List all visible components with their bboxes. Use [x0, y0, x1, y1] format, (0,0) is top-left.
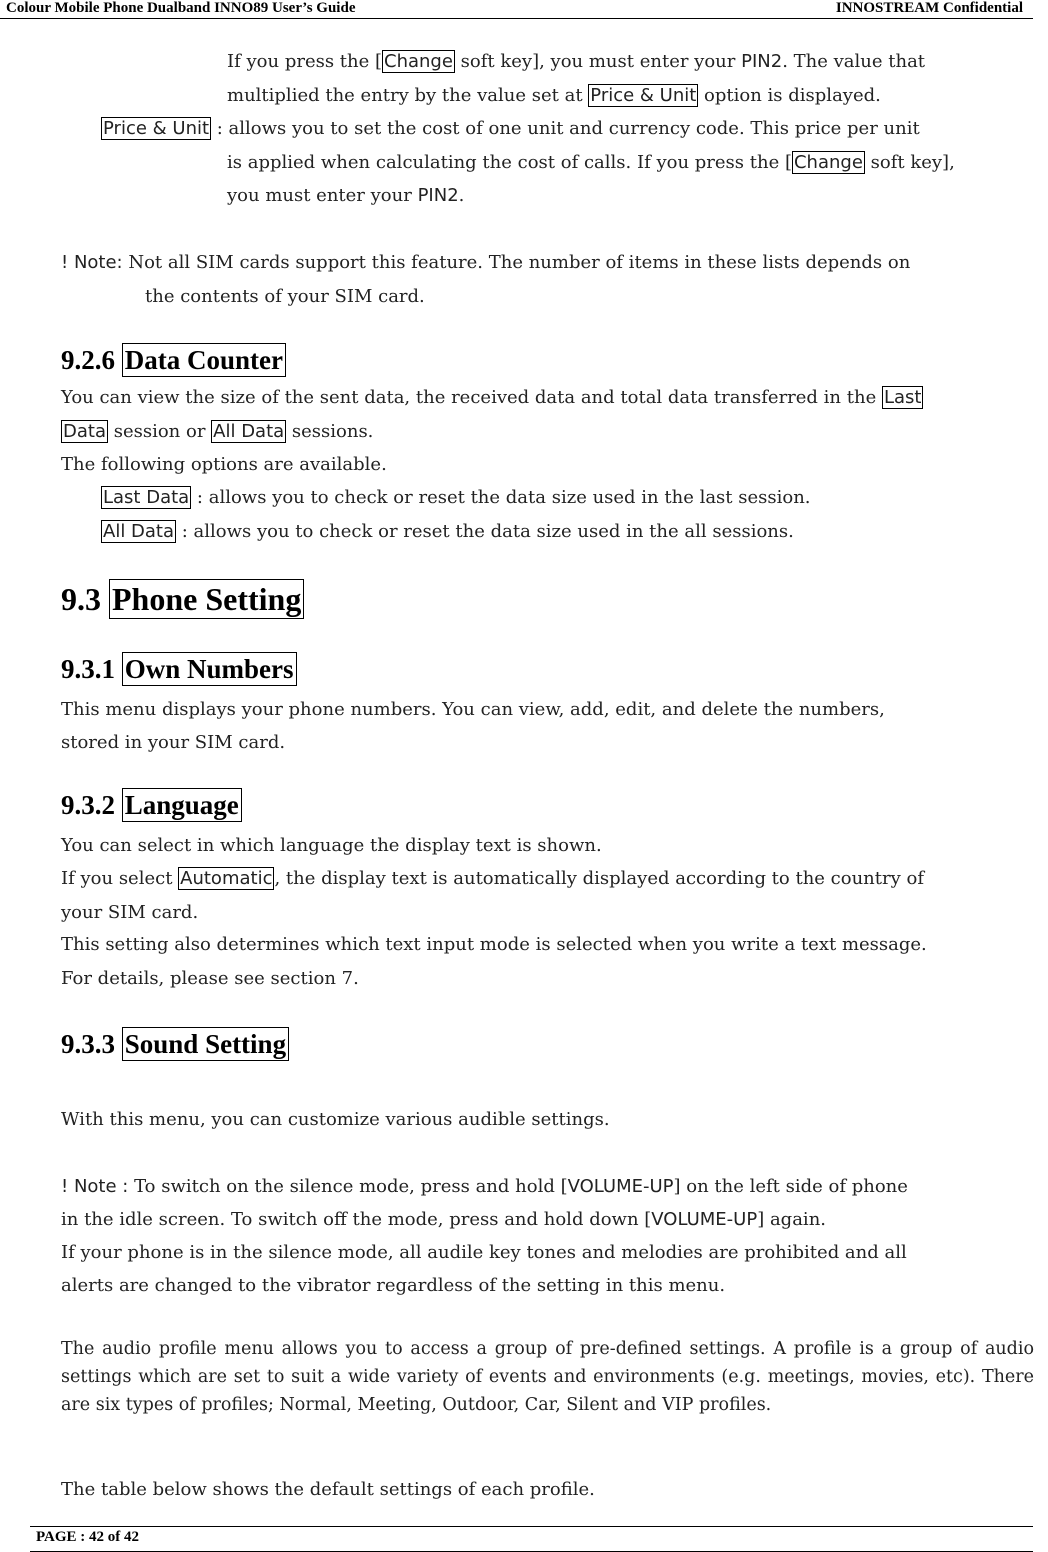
heading-sound-setting: 9.3.3 Sound Setting [61, 1029, 289, 1060]
change-line-2: multiplied the entry by the value set at Price & Unit option is displayed. [227, 85, 881, 106]
silence-note-3: If your phone is in the silence mode, all audile key tones and melodies are prohibited and all [61, 1242, 907, 1263]
silence-note-2: in the idle screen. To switch off the mode, press and hold down [VOLUME-UP] again. [61, 1209, 827, 1230]
volume-up-key: VOLUME-UP [567, 1176, 674, 1197]
language-p5: For details, please see section 7. [61, 968, 359, 989]
language-p2: If you select Automatic , the display text is automatically displayed according to the country of [61, 868, 925, 889]
silence-note-label: ! Note : [61, 1176, 129, 1197]
heading-language: 9.3.2 Language [61, 790, 242, 821]
own-numbers-p2: stored in your SIM card. [61, 732, 286, 753]
last-data-term-a: Last [883, 387, 922, 408]
all-data-item: All Data : allows you to check or reset the data size used in the all sessions. [103, 521, 794, 542]
all-data-label: All Data [103, 521, 175, 542]
own-numbers-p1: This menu displays your phone numbers. You can view, add, edit, and delete the numbers, [61, 699, 885, 720]
heading-phone-setting: 9.3 Phone Setting [61, 581, 304, 618]
note-sim-line-2: the contents of your SIM card. [145, 286, 425, 307]
price-unit-item: Price & Unit : allows you to set the cost of one unit and currency code. This price per unit [103, 118, 920, 139]
sound-setting-intro: With this menu, you can customize various audible settings. [61, 1109, 610, 1130]
page-footer [30, 1526, 1033, 1552]
table-intro: The table below shows the default settings of each profile. [61, 1479, 595, 1500]
last-data-item: Last Data : allows you to check or reset the data size used in the last session. [103, 487, 811, 508]
automatic-term: Automatic [180, 868, 273, 889]
price-unit-desc-2: is applied when calculating the cost of calls. If you press the [ Change soft key], [227, 152, 955, 173]
language-p1: You can select in which language the display text is shown. [61, 835, 602, 856]
note-sim-line-1: ! Note: Not all SIM cards support this feature. The number of items in these lists depends on [61, 252, 911, 273]
change-softkey-term: Change [384, 51, 453, 72]
note-label: ! Note: [61, 252, 123, 273]
page-number: PAGE : 42 of 42 [36, 1529, 140, 1545]
price-unit-desc-3: you must enter your PIN2. [227, 185, 465, 206]
price-unit-term: Price & Unit [590, 85, 697, 106]
price-unit-label: Price & Unit [103, 118, 210, 139]
silence-note-1: ! Note : To switch on the silence mode, press and hold [VOLUME-UP] on the left side of phone [61, 1176, 908, 1197]
language-p3: your SIM card. [61, 902, 199, 923]
heading-data-counter: 9.2.6 Data Counter [61, 345, 286, 376]
audio-profile-paragraph: The audio profile menu allows you to access a group of pre-defined settings. A profile is a group of audio settings which are set to suit a wide variety of events and environments (e.g. meetings, movies, etc). There are six types of profiles; Normal, Meeting, Outdoor, Car, Silent and VIP profiles. [61, 1339, 1034, 1415]
data-counter-p2: Data session or All Data sessions. [63, 421, 374, 442]
volume-up-key-2: VOLUME-UP [651, 1209, 758, 1230]
pin2-term-2: PIN2 [417, 185, 459, 206]
header-confidential: INNOSTREAM Confidential [835, 0, 1023, 16]
change-softkey-term-2: Change [793, 152, 863, 173]
header-title: Colour Mobile Phone Dualband INNO89 User’s Guide [6, 0, 356, 16]
data-counter-p1: You can view the size of the sent data, the received data and total data transferred in the Last [61, 387, 922, 408]
heading-own-numbers: 9.3.1 Own Numbers [61, 654, 297, 685]
pin2-term: PIN2 [741, 51, 783, 72]
silence-note-4: alerts are changed to the vibrator regardless of the setting in this menu. [61, 1275, 726, 1296]
data-counter-p3: The following options are available. [61, 454, 387, 475]
page-header [0, 0, 1033, 19]
language-p4: This setting also determines which text input mode is selected when you write a text message. [61, 934, 927, 955]
all-data-term: All Data [213, 421, 285, 442]
last-data-label: Last Data [103, 487, 190, 508]
last-data-term-b: Data [63, 421, 106, 442]
change-line-1: If you press the [ Change soft key], you must enter your PIN2. The value that [227, 51, 926, 72]
